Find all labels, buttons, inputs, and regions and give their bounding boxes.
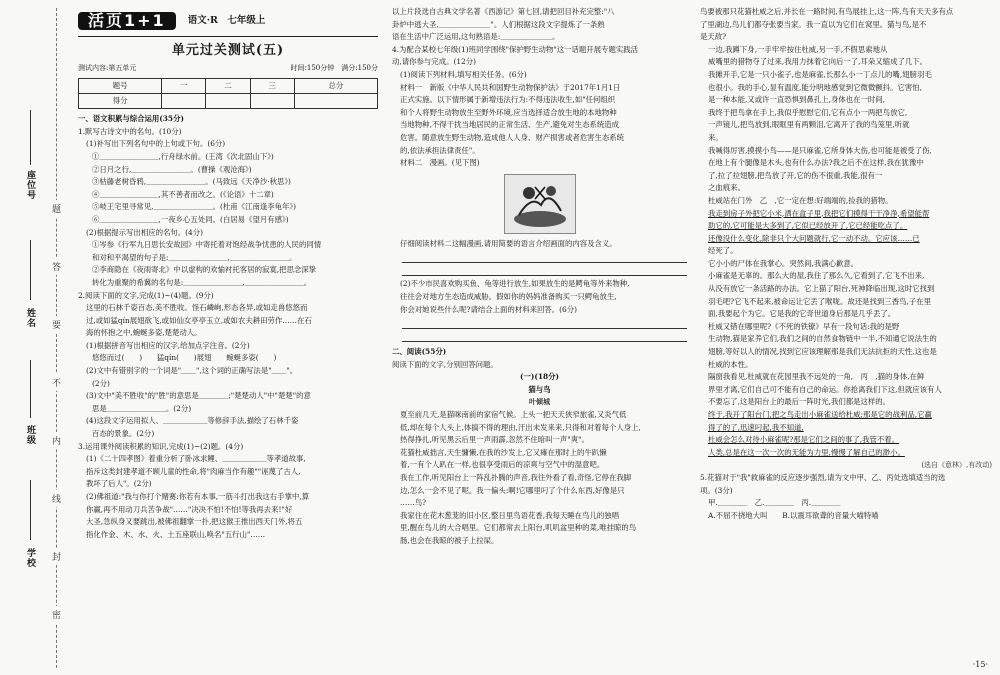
text-line: (2)根据提示写出相应的名句。(4分) — [86, 227, 204, 237]
text-line: 威嘴里的猎物夺了过来,我用力抹着它向后一了,耳朵又缩成了几下。 — [708, 57, 928, 67]
text-line: 羽毛吧?它飞不起来,被命运让它丢了喉咙。故还是找到三香鸟,子在里 — [708, 296, 931, 306]
text-line: 大圣,急纵身又要跳出,被佛祖翻掌一扑,把这猴王推出西天门外,将五 — [86, 517, 303, 527]
seal-char: 要 — [52, 316, 61, 333]
text-line: 叶倾城 — [529, 397, 550, 407]
class-label: 班级 — [25, 425, 35, 445]
text-line: 我喊得厉害,摸摸小鸟——是只麻雀,它所身体大伤,也可能是被受了伤, — [708, 145, 932, 155]
seat-label: 座位号 — [25, 170, 35, 200]
page-header — [78, 6, 378, 37]
text-line: 指化作金、木、水、火、土五座联山,唤名"五行山"…… — [86, 529, 266, 539]
seal-char: 密 — [52, 606, 61, 623]
seal-char: 题 — [52, 200, 61, 217]
seal-char: 内 — [52, 432, 61, 449]
text-line: 也很小。我的手心,显有温度,能分明地感觉到它微微颤抖。它害怕, — [708, 82, 922, 92]
score-cell[interactable]: 得分 — [79, 94, 162, 109]
text-line: ①岑参《行军九日思长安故园》中寄托着对饱经战争忧患的人民的同情 — [92, 240, 322, 250]
text-line: 我走到房子外把它小米,洒在盒子里,我把它们摸得干干净净,希望能帮 — [708, 208, 930, 218]
text-line: 边,怎么一会不见了呢。我一偏头:啊!它哪里叼了个什么东西,好像是只 — [400, 485, 625, 495]
text-line: 1.默写古诗文中的名句。(10分) — [78, 126, 182, 136]
text-line: 终于,我开了阳台门,把之鸟走出小麻雀送给杜威;那是它的战利品,它赢 — [708, 410, 932, 419]
text-line: 百态的景象。(2分) — [92, 429, 155, 439]
text-line: 界里才离,它们自己可不能有自己的命运。你抢离我们下这,但就应该有人 — [708, 384, 942, 394]
name-field[interactable] — [30, 240, 31, 300]
right-column — [700, 6, 992, 522]
score-header-cell: 一 — [162, 79, 206, 94]
school-label: 学校 — [25, 548, 35, 568]
text-line: 从没有放它一条活路的办法。它上猫了阳台,死神降临出现,这时它找到 — [708, 284, 935, 294]
text-line: ⑥＿＿＿＿＿＿＿＿,一夜乡心五处同。(白居易《望月有感》) — [92, 214, 289, 224]
text-line: 翅膀,等好以人的情况,找到它应该理解那是我们无法抗拒的天性,这也是 — [708, 347, 937, 357]
text-line: 一边,我蹲下身,一手牢牢按住杜威,另一手,不假思索地从 — [708, 44, 888, 54]
text-line: 杜威又错在哪里呢?《不死的铁镣》早有一段句话:我的是野 — [708, 321, 900, 331]
text-line: 杜威站在门外 乙 ,它一定在想:好端端的,捡我的猎物。 — [708, 195, 893, 205]
class-field[interactable] — [30, 360, 31, 418]
text-line: 3.运用课外阅读积累的知识,完成(1)~(2)题。(4分) — [78, 441, 244, 451]
text-line: 生动物,猫是家养它们,我们之间的自然食物链中一半,不知通它说法生的 — [708, 334, 937, 344]
text-line: (2)不少市民喜欢购买鱼、龟等进行放生,如果放生的是鳄龟等外来物种, — [400, 279, 630, 289]
text-line: 动,请你参与完成。(12分) — [392, 57, 477, 67]
text-line: 一声镜儿,把鸟放到,眼眶里有两颗泪,它离开了我的鸟笼里,听就 — [708, 120, 910, 130]
text-line: ……鸟? — [400, 498, 427, 508]
text-line: (4)这段文字运用拟人、＿＿＿＿＿＿等修辞手法,描绘了石林千姿 — [86, 416, 299, 426]
text-line: 我家住在花木葱茏的旧小区,整日里鸟语花香,我每天睡在鸟儿的独唱 — [400, 510, 620, 520]
text-line: 过,或如猛qín展翅欲飞,或如仙女亭亭玉立,或如农夫耕田劳作……在石 — [86, 315, 312, 325]
test-meta — [78, 62, 378, 75]
text-line: 了里湖边,鸟儿们都夺张要当家。我一直以为它们在窝里。猫与鸟,是不 — [700, 19, 927, 29]
text-line: 了,拉了拉翅膀,把鸟放了开,它的伤不很重,我能,很有一 — [708, 170, 883, 180]
score-cell[interactable] — [294, 94, 377, 109]
text-line: 我在工作,听见阳台上一阵乱扑腾的声音,我往外看了看,奇怪,它停在我脚 — [400, 473, 632, 483]
text-line: 低,却在每个人头上,体搞不得的理由,汗出未发来来,只得和对着每个人身上, — [400, 422, 641, 432]
text-line: 在地上有个腿像是木头,也有什么办法?我之后不在这样,我在犹豫中 — [708, 158, 924, 168]
text-line: (1)阅读下列材料,填写相关任务。(6分) — [400, 69, 527, 79]
column-3-text — [700, 6, 992, 522]
score-cell[interactable] — [206, 94, 250, 109]
text-line: 材料一 新版《中华人民共和国野生动物保护法》于2017年1月1日 — [400, 82, 621, 92]
text-line: 5.花猫对于"我"救麻雀的反应逐步强烈,请为文中甲、乙、丙处选填适当的选 — [700, 472, 946, 482]
left-column — [78, 6, 378, 541]
text-line: 我摊开手,它是一只小雀子,也是麻雀,长那么小一丁点儿的嘴,翅膀羽毛 — [708, 69, 932, 79]
text-line: 不要忘了,这是阳台上的最后一阵时光,我们都是这样的。 — [708, 397, 891, 407]
text-line: 甲.＿＿＿＿ 乙.＿＿＿＿ 丙.＿＿＿＿ — [708, 498, 841, 508]
text-line: (2分) — [92, 378, 110, 388]
text-line: 杜威会怎么对待小麻雀呢?那是它们之间的事了,我管不着。 — [708, 435, 900, 445]
text-line: (一)(18分) — [519, 372, 560, 382]
text-line: 人类,总是在这一次一次的无能为力里,慢慢了解自己的渺小。 — [708, 447, 905, 457]
text-line: 当地物种,不得干扰当地居民的正常生活、生产,避免对生态系统造成 — [400, 120, 620, 130]
name-label: 姓名 — [25, 308, 35, 328]
school-field[interactable] — [30, 480, 31, 540]
binding-margin — [0, 0, 62, 675]
text-line: 之血痕来。 — [708, 183, 745, 193]
answer-line[interactable] — [402, 265, 687, 276]
text-line: (2)佛祖道:"我与你打个赌赛:你若有本事,一筋斗打出我这右手掌中,算 — [86, 492, 310, 501]
seal-line — [56, 8, 57, 668]
text-line: (1)根据拼音写出相应的汉字,给加点字注音。(2分) — [86, 340, 250, 350]
text-line: 助它的,它可能是大多到了,它似已经放开了,它已经能吃点了。 — [708, 221, 908, 231]
series-logo: 活页1+1 — [78, 12, 176, 31]
text-line: (3)文中"美不胜收"的"胜"的意思是＿＿＿＿;"楚楚动人"中"楚楚"的意 — [86, 391, 311, 401]
text-line: 海的怀抱之中,蜿蜒多姿,楚楚动人。 — [86, 328, 202, 338]
text-line: 鸟要被那只花猫杜威之后,并长在一路时间,有鸟展挂上,这一阵,鸟有天天多有点 — [700, 7, 954, 16]
text-line: ④＿＿＿＿＿＿＿＿,其不善者而改之。(《论语》十二章) — [92, 189, 274, 199]
text-line: 着,一有个人趴在一样,也很享受雨后的凉爽与空气中的湿意吧。 — [400, 460, 605, 470]
cartoon-image — [504, 174, 576, 234]
text-line: 得了的了,迅速叼起,我不知道, — [708, 422, 804, 432]
test-content: 测试内容:第五单元 — [78, 63, 137, 72]
text-line: 的,依法承担法律责任"。 — [400, 145, 480, 155]
text-line: ⑤岐王宅里寻常见,＿＿＿＿＿＿＿＿。(杜甫《江南逢李龟年》) — [92, 202, 296, 212]
score-cell[interactable] — [250, 94, 294, 109]
text-line: 隔窗我看见,杜威就在花园里我不远处的一角, 丙 ,猫的身体,在鲜 — [708, 372, 925, 382]
text-line: 指斥这类封建孝道不顾儿童的性命,将"肉麻当作有趣""诬蔑了古人, — [86, 466, 301, 476]
text-line: 悠悠而过( ) 猛qín( )展翅 蜿蜒多姿( ) — [92, 353, 277, 363]
text-line: 我终于把鸟拿在手上,我似乎慰慰它们,它有点小一两把鸟放它, — [708, 107, 908, 117]
answer-line[interactable] — [402, 331, 687, 342]
text-line: 正式实施。以下情形属于新增违法行为:不得违法收生,如"任何组织 — [400, 95, 616, 105]
middle-column — [392, 6, 687, 548]
subject-label: 语文·R 七年级上 — [187, 14, 266, 26]
test-time: 时间:150分钟 满分:150分 — [290, 63, 378, 72]
text-line: 里,醒在鸟儿的大合唱里。它们都常去上阳台,叽叽盆里种的菜,唯挂晾的鸟 — [400, 523, 637, 533]
text-line: 是一种本能,又或许一直恐惧到鼻孔上,身体也在一时间, — [708, 95, 886, 105]
text-line: 猫与鸟 — [528, 384, 551, 394]
text-line: 夏至前几天,是猫咪南前的家宿气候。上头一把天天狭窄旅雀,又炎气低 — [400, 410, 627, 420]
text-line: 你赢,再不用动刀兵苦争战"……"决决不怕!不怕!等我再去来!"好 — [86, 504, 293, 514]
text-line: 面,我要起个为它。它是我的它奇世道身后那是几乎丢了。 — [708, 309, 896, 319]
text-line: ③枯藤老树昏鸦,＿＿＿＿＿＿＿＿。(马致远《天净沙·秋思》) — [92, 177, 291, 187]
text-line: (选自《意林》,有改动) — [921, 461, 992, 470]
text-line: 教坏了后人"。(2分) — [86, 479, 152, 489]
text-line: ②日月之行,＿＿＿＿＿＿＿＿。(曹操《观沧海》) — [92, 164, 252, 174]
text-line: 语在生活中广泛运用,这句熟语是:＿＿＿＿＿＿＿。 — [392, 32, 560, 42]
text-line: 2.阅读下面的文字,完成(1)~(4)题。(9分) — [78, 290, 214, 300]
seal-char: 不 — [52, 374, 61, 391]
text-line: 仔细阅读材料二这幅漫画,请用简要的语言介绍画面的内容及含义。 — [400, 238, 617, 248]
score-header-cell: 总分 — [294, 79, 377, 94]
text-line: 是天敌? — [700, 32, 727, 42]
text-line: 还像没什么变化,除非只个大问题就行,它一动不动。它应该……已 — [708, 233, 920, 243]
text-line: 小麻雀是无辜的。那么大的屋,我住了那么久,它看到了,它飞不出来, — [708, 271, 925, 281]
text-line: 思是＿＿＿＿＿＿＿＿。(2分) — [92, 403, 192, 413]
answer-line[interactable] — [402, 252, 687, 263]
text-line: 往往会对地方生态造成威胁。假如你的妈妈准备购买一只鳄龟放生, — [400, 291, 617, 301]
text-line: 材料二 漫画。(见下图) — [400, 158, 480, 168]
page-number: ·15· — [972, 660, 988, 669]
text-line: (1)《二十四孝图》着重分析了卧冰求鲤、＿＿＿＿＿＿等孝道故事, — [86, 454, 306, 464]
score-header-cell: 题号 — [79, 79, 162, 94]
text-line: 来。 — [708, 132, 723, 142]
text-line: ①＿＿＿＿＿＿＿＿,行舟绿水前。(王湾《次北固山下》) — [92, 151, 274, 161]
column-1-text — [78, 113, 378, 541]
text-line: ②李商隐在《夜雨寄北》中以虚构的欢愉衬托客居的寂寞,把思念深挚 — [92, 265, 317, 275]
answer-line[interactable] — [402, 318, 687, 329]
page-title: 单元过关测试(五) — [171, 43, 285, 58]
score-header-cell: 三 — [250, 79, 294, 94]
text-line: 阅读下面的文字,分别回答问题。 — [392, 359, 498, 369]
text-line: 卦炉中逃大圣,＿＿＿＿＿＿＿"。人们根据这段文字提炼了一条熟 — [392, 19, 605, 29]
score-table — [78, 78, 378, 109]
text-line: (2)文中有错别字的一个词是"＿＿",这个词的正确写法是"＿＿"。 — [86, 366, 298, 376]
text-line: 和个人将野生动物放生至野外环境,应当选择适合放生地的本地物种 — [400, 107, 617, 117]
score-header-cell: 二 — [206, 79, 250, 94]
section-heading: 二、阅读(55分) — [392, 347, 447, 357]
text-line: A.不屈不挠地大叫 B.以震耳欲聋的音量大喵特喵 — [708, 510, 879, 520]
seal-char: 封 — [52, 548, 61, 565]
text-line: 这里的石林千姿百态,美不胜收。怪石嶙峋,形态各异,或如走兽悠悠而 — [86, 303, 308, 313]
text-line: 项。(3分) — [700, 485, 733, 495]
text-line: 以上片段选自古典文学名著《西游记》第七回,请把回目补充完整:"八 — [392, 7, 615, 16]
seal-char: 答 — [52, 258, 61, 275]
section-heading: 一、语文积累与综合运用(35分) — [78, 114, 184, 124]
column-2-text — [392, 6, 687, 548]
text-line: 它小小的尸体在我掌心。突然间,我满心歉意。 — [708, 258, 859, 268]
text-line: 肠,也会在我晾的被子上拉屎。 — [400, 536, 499, 545]
text-line: 和对和平渴望的句子是:＿＿＿＿＿＿＿＿,＿＿＿＿＿＿＿＿。 — [92, 252, 297, 262]
text-line: 你会对她说些什么呢?请结合上面的材料来回答。(6分) — [400, 304, 578, 314]
seal-char: 线 — [52, 490, 61, 507]
text-line: 转化为重聚的希冀的名句是:＿＿＿＿＿＿＿＿,＿＿＿＿＿＿＿＿。 — [92, 277, 312, 287]
text-line: 经死了。 — [708, 246, 738, 256]
text-line: (1)补写出下列名句中的上句或下句。(6分) — [86, 139, 226, 149]
text-line: 杜威的本性。 — [708, 359, 753, 369]
text-line: 花猫杜威拙言,天生慵懒,在我的沙发上,它又瘫在那时上的牛趴懒 — [400, 447, 607, 457]
text-line: 热得挣扎,听见黑云后里一声雨霹,忽然不住暗叫一声"爽"。 — [400, 435, 589, 445]
score-cell[interactable] — [162, 94, 206, 109]
text-line: 4.为配合某校七年级(1)班同学围绕"保护野生动物"这一话题开展专题实践活 — [392, 44, 639, 54]
text-line: 危害。随意放生野生动物,造成他人人身、财产损害或者危害生态系统 — [400, 132, 625, 142]
seat-field[interactable] — [30, 110, 31, 165]
